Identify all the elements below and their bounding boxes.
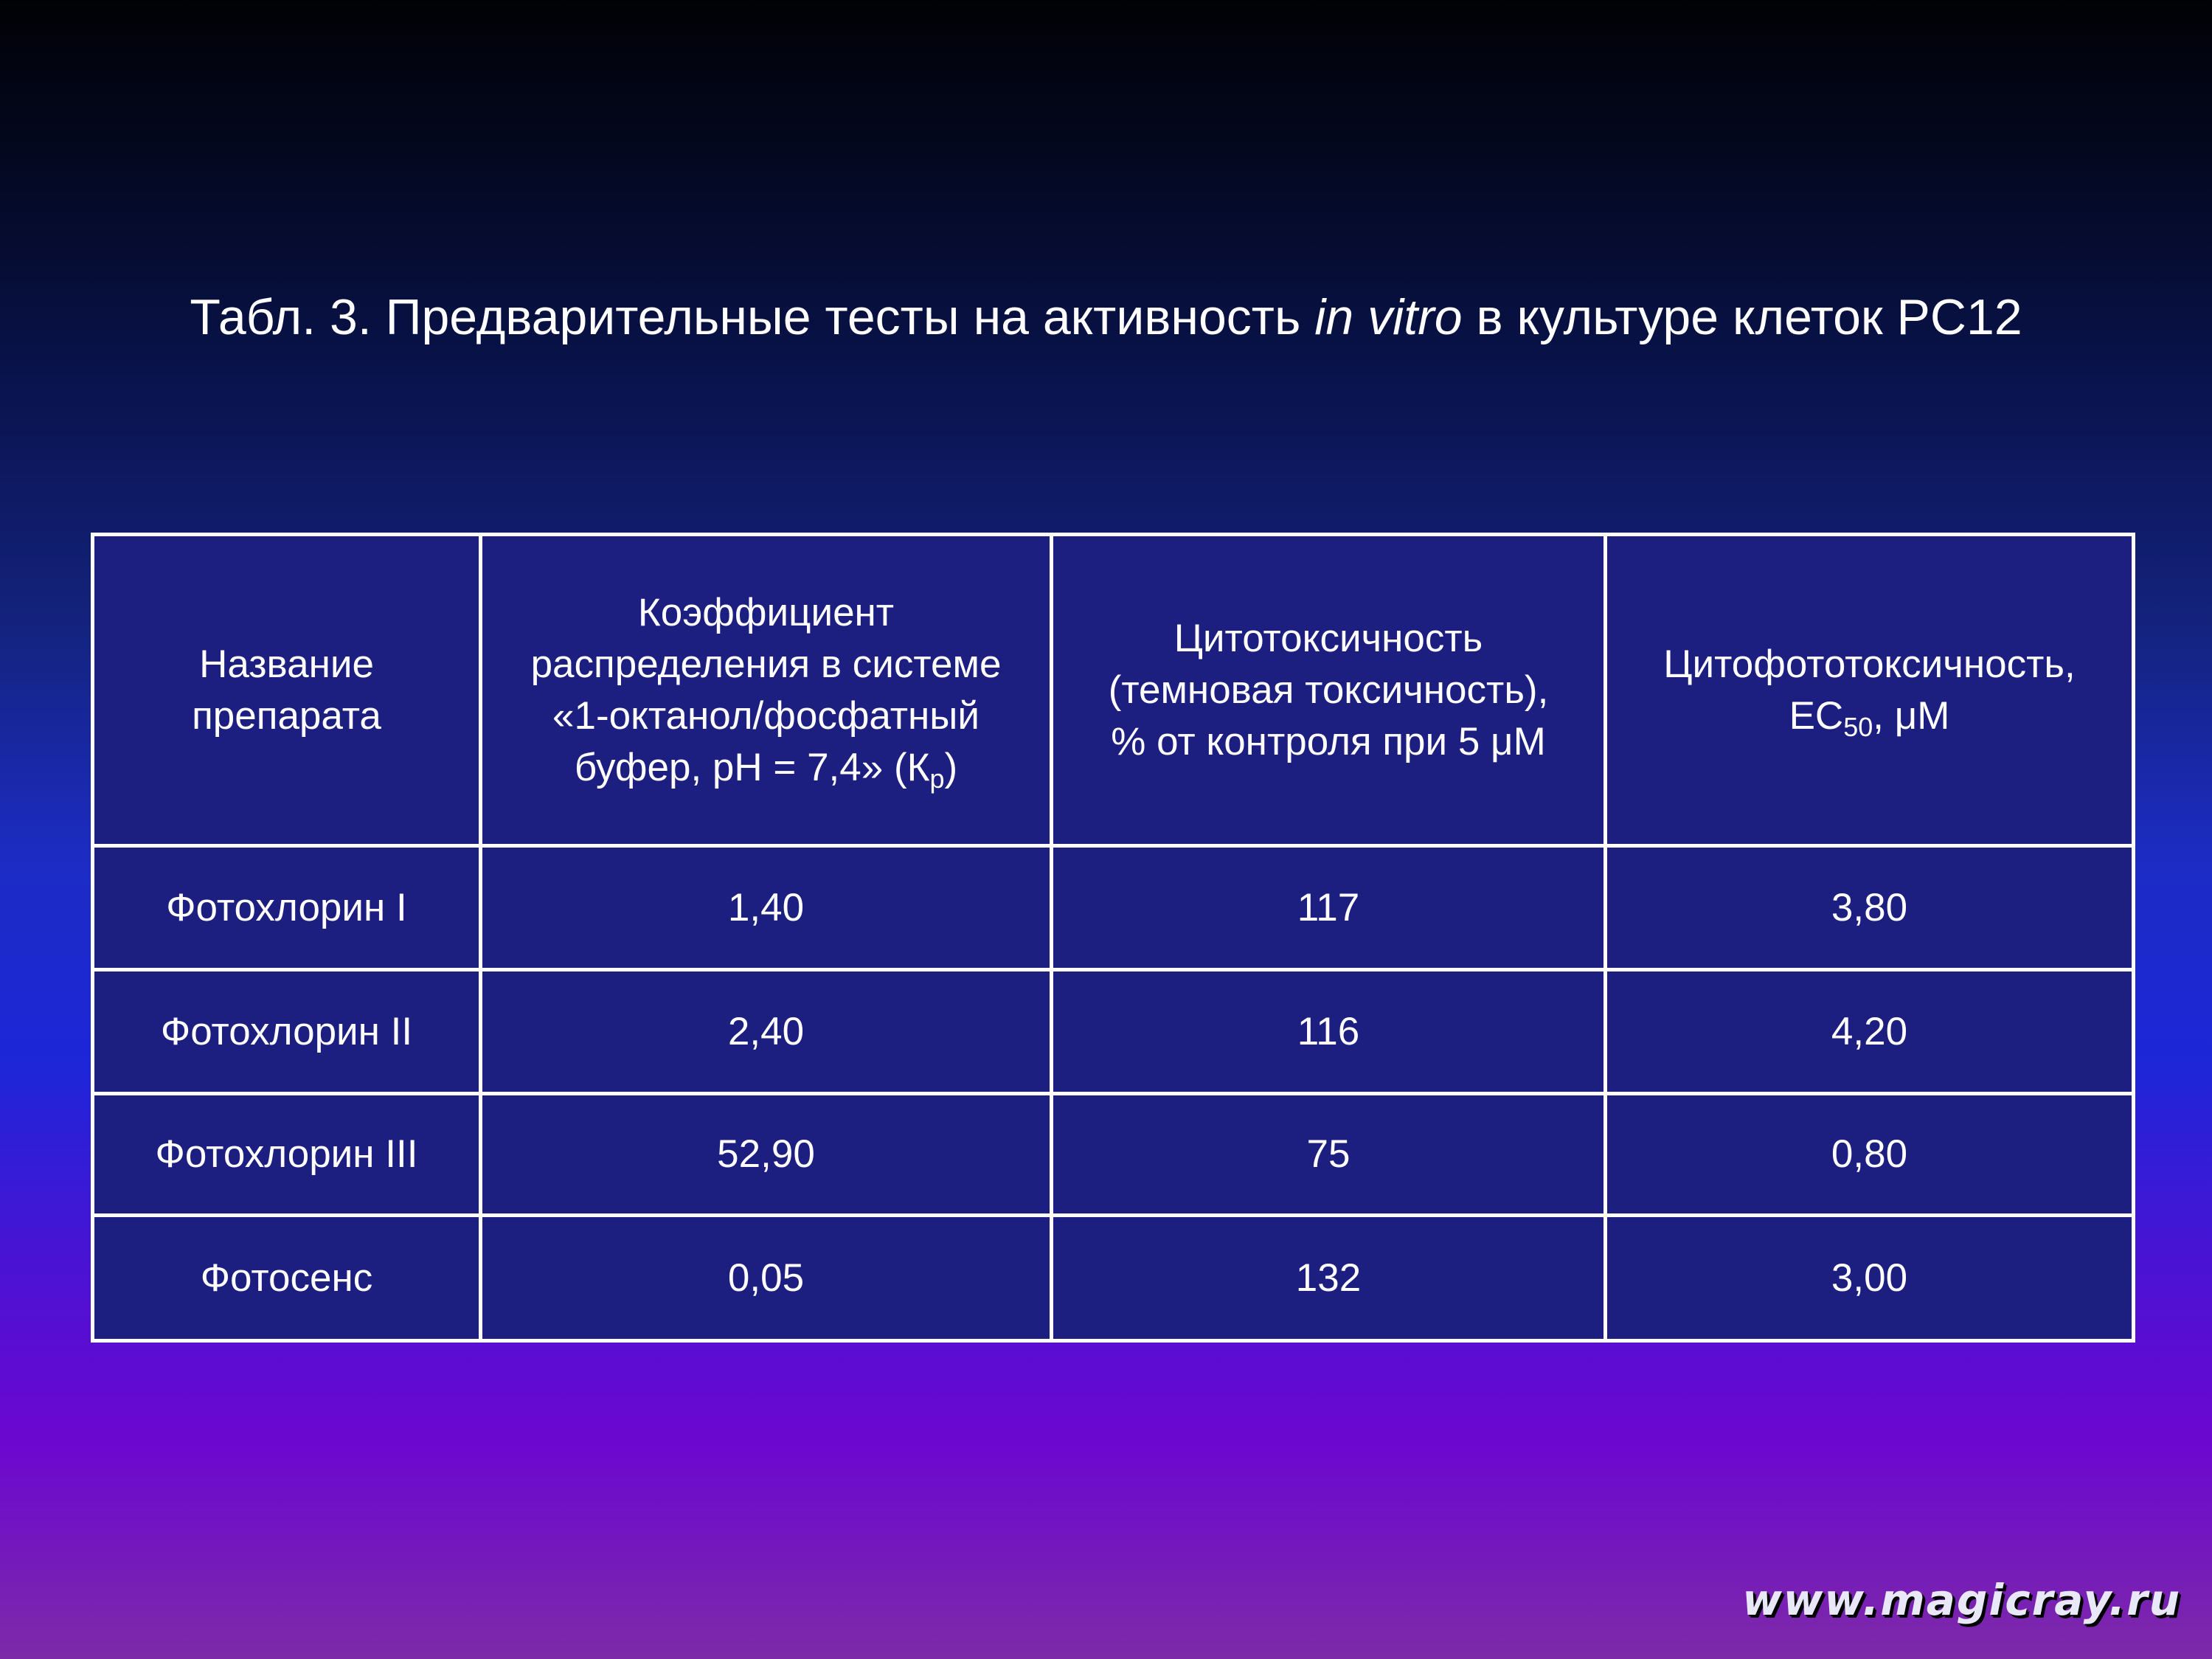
- header-line: Коэффициент: [637, 590, 895, 634]
- header-line: Название: [199, 642, 374, 686]
- header-text: ): [944, 745, 958, 789]
- title-prefix: Табл. 3. Предварительные тесты на активность: [190, 289, 1315, 345]
- header-cytotoxicity: [1052, 535, 1606, 846]
- table-row: [93, 846, 2134, 970]
- cell-cytotoxicity: 75: [1052, 1094, 1606, 1216]
- header-line-last: [505, 742, 1027, 794]
- cell-drug-name: Фотохлорин III: [93, 1094, 481, 1216]
- results-table: [91, 533, 2135, 1343]
- cell-cytotoxicity: 132: [1052, 1216, 1606, 1341]
- header-photocytotoxicity: [1606, 535, 2134, 846]
- header-text: EC: [1789, 693, 1844, 738]
- header-text: буфер, pH = 7,4» (К: [574, 745, 930, 789]
- table-row: [93, 1094, 2134, 1216]
- cell-drug-name: Фотосенс: [93, 1216, 481, 1341]
- cell-drug-name: Фотохлорин I: [93, 846, 481, 970]
- cell-drug-name: Фотохлорин II: [93, 970, 481, 1094]
- cell-cytotoxicity: 116: [1052, 970, 1606, 1094]
- header-line-ec50: [1629, 690, 2109, 742]
- header-partition-coefficient: [481, 535, 1052, 846]
- cell-partition-coefficient: 0,05: [481, 1216, 1052, 1341]
- cell-cytotoxicity: 117: [1052, 846, 1606, 970]
- header-text: , μM: [1873, 693, 1950, 738]
- header-drug-name: [93, 535, 481, 846]
- slide-title: [0, 284, 2212, 350]
- cell-partition-coefficient: 1,40: [481, 846, 1052, 970]
- cell-photocytotoxicity: 0,80: [1606, 1094, 2134, 1216]
- header-line: (темновая токсичность),: [1108, 668, 1549, 712]
- header-line: распределения в системе: [530, 642, 1002, 686]
- table-header-row: [93, 535, 2134, 846]
- header-line: «1-октанол/фосфатный: [552, 693, 980, 738]
- header-line: Цитофототоксичность,: [1663, 642, 2076, 686]
- cell-photocytotoxicity: 3,80: [1606, 846, 2134, 970]
- table-row: [93, 1216, 2134, 1341]
- header-line: препарата: [192, 693, 381, 738]
- cell-photocytotoxicity: 4,20: [1606, 970, 2134, 1094]
- table-row: [93, 970, 2134, 1094]
- header-line: Цитотоксичность: [1173, 616, 1483, 660]
- header-line: % от контроля при 5 μM: [1111, 719, 1546, 763]
- cell-photocytotoxicity: 3,00: [1606, 1216, 2134, 1341]
- header-subscript: 50: [1843, 711, 1873, 742]
- title-italic: in vitro: [1314, 289, 1463, 345]
- watermark-url: www.magicray.ru: [1742, 1575, 2181, 1625]
- title-suffix: в культуре клеток PC12: [1462, 289, 2022, 345]
- cell-partition-coefficient: 52,90: [481, 1094, 1052, 1216]
- header-subscript: p: [929, 763, 945, 794]
- cell-partition-coefficient: 2,40: [481, 970, 1052, 1094]
